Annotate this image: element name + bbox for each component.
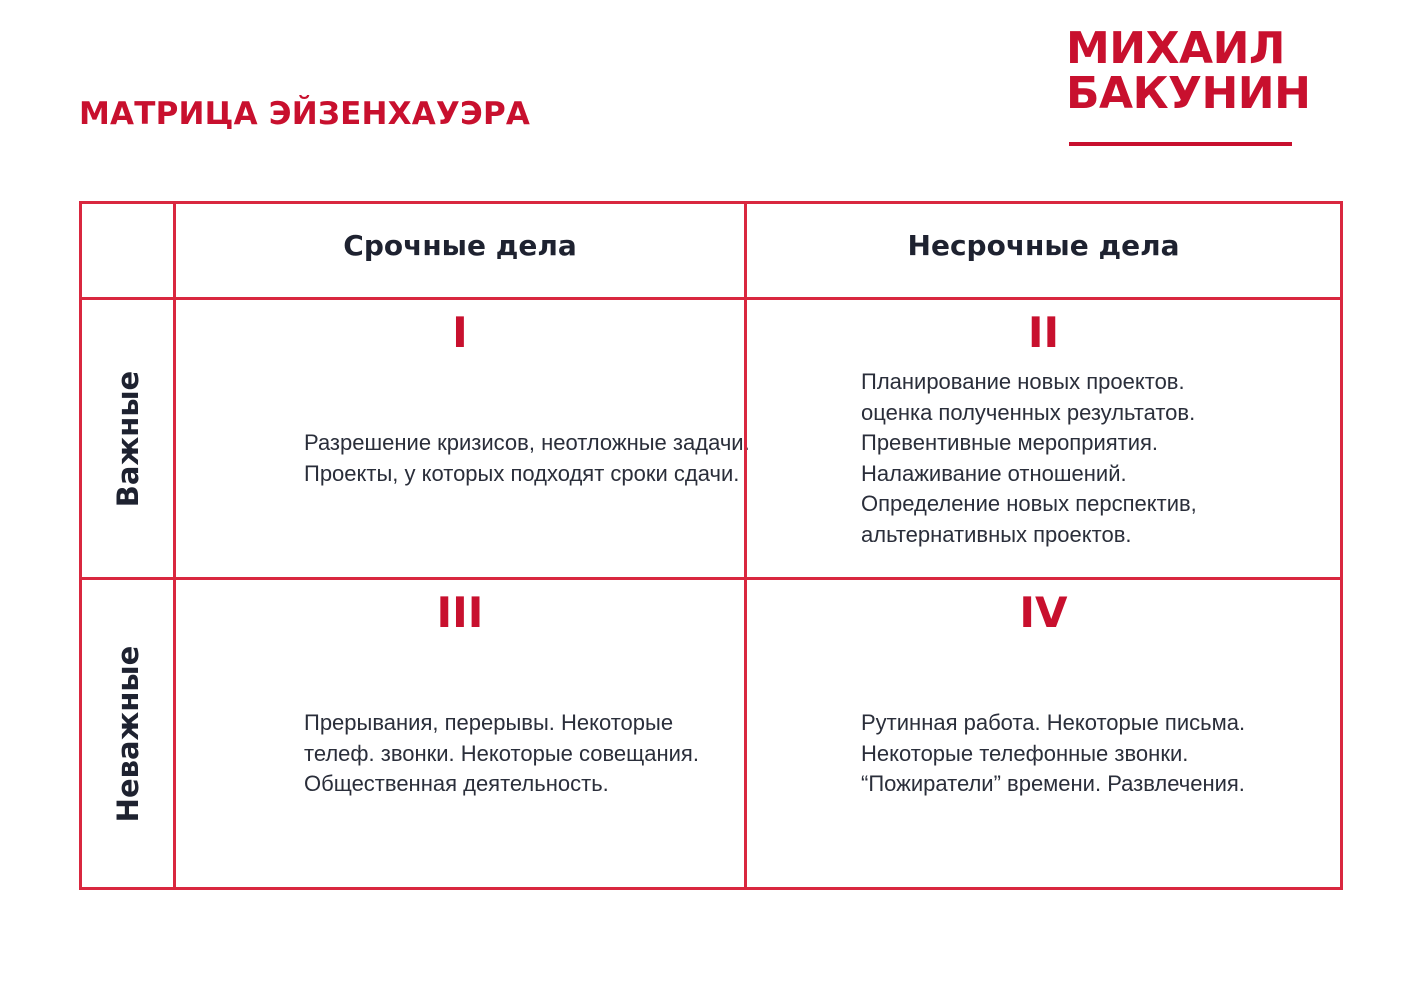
column-header-urgent — [173, 201, 747, 300]
quadrant-text-line: Некоторые телефонные звонки. — [861, 740, 1189, 766]
quadrant-text-line: альтернативных проектов. — [861, 521, 1132, 547]
quadrant-1 — [173, 297, 750, 580]
quadrant-text-line: Налаживание отношений. — [861, 460, 1127, 486]
brand-logo — [1066, 23, 1311, 119]
quadrant-3 — [173, 577, 747, 890]
quadrant-text-line: Общественная деятельность. — [304, 771, 609, 796]
logo-underline — [1069, 142, 1292, 146]
quadrant-text-line: Прерывания, перерывы. Некоторые — [304, 710, 674, 735]
row-header-label: Важные — [110, 370, 145, 507]
quadrant-numeral: IV — [1019, 588, 1068, 637]
row-header-not-important — [79, 577, 176, 890]
logo-line-first-name: МИХАИЛ — [1066, 23, 1285, 74]
quadrant-2 — [744, 297, 1343, 580]
row-header-label: Неважные — [110, 645, 145, 822]
quadrant-text — [861, 367, 1197, 550]
quadrant-numeral: III — [436, 588, 484, 637]
quadrant-text-line: оценка полученных результатов. — [861, 399, 1196, 425]
row-header-important — [79, 297, 176, 580]
quadrant-4 — [744, 577, 1343, 890]
quadrant-text-line: телеф. звонки. Некоторые совещания. — [304, 740, 699, 766]
column-header-label: Срочные дела — [343, 229, 577, 262]
eisenhower-matrix — [79, 201, 1343, 890]
column-header-label: Несрочные дела — [907, 229, 1180, 262]
quadrant-text-line: Планирование новых проектов. — [861, 369, 1185, 394]
quadrant-text-line: Превентивные мероприятия. — [861, 430, 1159, 455]
quadrant-text — [304, 428, 750, 489]
quadrant-text — [861, 708, 1245, 800]
page-title: МАТРИЦА ЭЙЗЕНХАУЭРА — [79, 96, 531, 132]
quadrant-text-line: “Пожиратели” времени. Развлечения. — [861, 771, 1245, 796]
logo-line-last-name: БАКУНИН — [1066, 68, 1311, 119]
quadrant-text-line: Разрешение кризисов, неотложные задачи. — [304, 430, 750, 455]
matrix-corner-cell — [79, 201, 176, 300]
quadrant-numeral: II — [1027, 308, 1060, 357]
quadrant-text-line: Определение новых перспектив, — [861, 491, 1197, 516]
quadrant-text-line: Рутинная работа. Некоторые письма. — [861, 710, 1246, 735]
column-header-not-urgent — [744, 201, 1343, 300]
quadrant-text-line: Проекты, у которых подходят сроки сдачи. — [304, 460, 740, 486]
quadrant-text — [304, 708, 699, 800]
quadrant-numeral: I — [452, 308, 468, 357]
